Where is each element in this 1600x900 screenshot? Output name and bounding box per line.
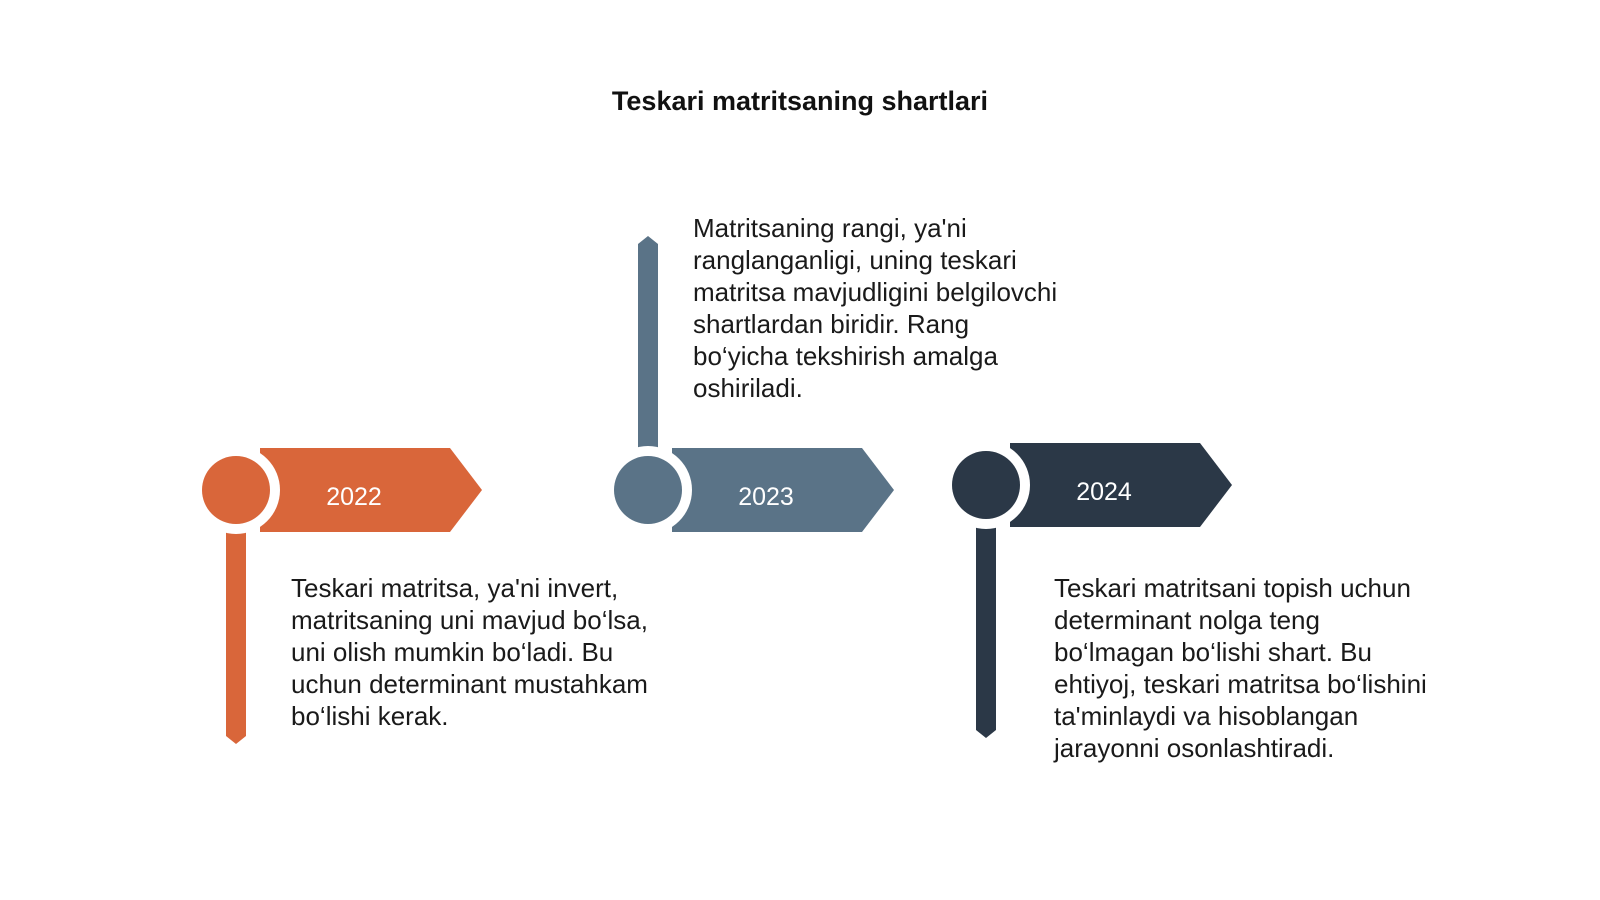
milestone-2022-stem (226, 520, 246, 744)
milestone-2024-stem (976, 515, 996, 738)
milestone-2022-year: 2022 (326, 483, 382, 511)
milestone-2024-year: 2024 (1076, 478, 1132, 506)
milestone-2023-stem (638, 236, 658, 460)
milestone-2023-description: Matritsaning rangi, ya'ni ranglanganligi, uning teskari matritsa mavjudligini belgilovchi shartlardan biridir. Rang bo‘yicha tekshirish amalga oshiriladi. (693, 213, 1058, 403)
milestone-2023-dot (614, 456, 682, 524)
page-title: Teskari matritsaning shartlari (611, 86, 989, 116)
milestone-2023-year: 2023 (738, 483, 794, 511)
milestone-2024-description: Teskari matritsani topish uchun determinant nolga teng bo‘lmagan bo‘lishi shart. Bu ehtiyoj, teskari matritsa bo‘lishini ta'minlaydi va hisoblangan jarayonni osonlashtiradi. (1054, 573, 1427, 763)
milestone-2022-dot (202, 456, 270, 524)
milestone-2024-dot (952, 451, 1020, 519)
milestone-2022-description: Teskari matritsa, ya'ni invert, matritsaning uni mavjud bo‘lsa, uni olish mumkin bo‘ladi. Bu uchun determinant mustahkam bo‘lishi kerak. (291, 573, 648, 731)
